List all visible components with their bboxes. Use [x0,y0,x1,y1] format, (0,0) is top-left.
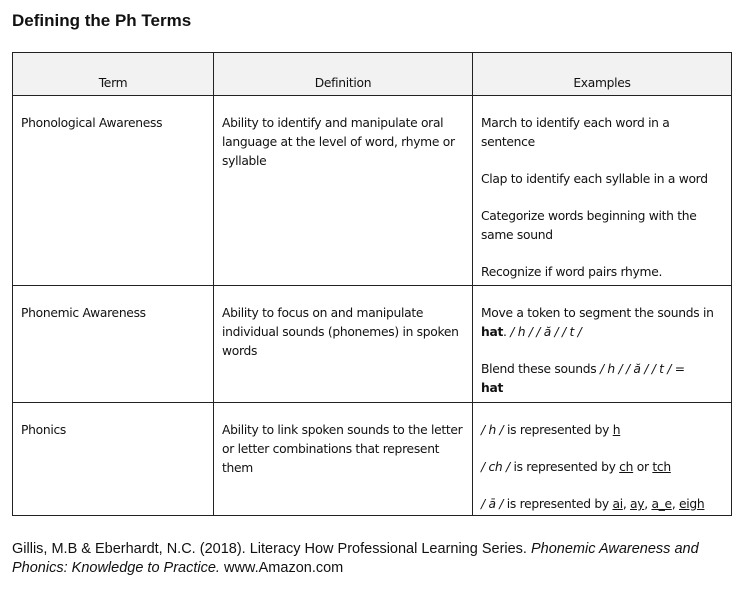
term-cell: Phonics [13,403,214,516]
example-word: hat [481,381,504,395]
example [481,458,723,477]
example [481,304,723,342]
example-text: Blend these sounds [481,362,600,376]
phoneme-notation: / ā / [481,497,504,511]
table-header-row [13,53,732,96]
example [481,495,723,514]
separator: , [644,497,652,511]
example-text: Move a token to segment the sounds in [481,306,714,320]
separator: , [622,497,631,511]
example [481,360,723,398]
citation-source: www.Amazon.com [219,560,344,576]
phoneme-notation: / h / / ă / / t / [510,325,582,339]
term-cell: Phonological Awareness [13,96,214,286]
table-row [13,96,732,286]
term-cell: Phonemic Awareness [13,286,214,403]
table-row [13,286,732,403]
grapheme: ay [630,497,645,511]
example-text: is represented by [503,497,613,511]
separator: or [633,460,653,474]
example: March to identify each word in a sentence [481,116,670,149]
definition-cell: Ability to focus on and manipulate individual sounds (phonemes) in spoken words [214,286,473,403]
page-title: Defining the Ph Terms [12,11,192,30]
header-examples: Examples [473,53,732,96]
citation [12,540,732,578]
grapheme: ai [612,497,623,511]
example-text: is represented by [503,423,613,437]
example: Categorize words beginning with the same sound [481,209,697,242]
grapheme: eigh [679,497,705,511]
phoneme-notation: / h / [481,423,504,437]
separator: , [671,497,680,511]
example-text: is represented by [509,460,620,474]
definition-cell: Ability to identify and manipulate oral language at the level of word, rhyme or syllable [214,96,473,286]
examples-cell [473,286,732,403]
header-term: Term [13,53,214,96]
header-definition: Definition [214,53,473,96]
examples-cell [473,96,732,286]
grapheme: h [612,423,621,437]
phoneme-notation: / h / / ă / / t / = [599,362,685,376]
example: Clap to identify each syllable in a word [481,172,708,186]
example [481,421,723,440]
example: Recognize if word pairs rhyme. [481,265,663,279]
grapheme: tch [652,460,671,474]
ph-terms-table [12,52,732,516]
citation-book-title: Phonemic Awareness and Phonics: Knowledge to Practice. [12,541,699,576]
grapheme: a_e [651,497,672,511]
examples-cell [473,403,732,516]
example-text: . [503,325,511,339]
example-word: hat [481,325,504,339]
citation-text: Gillis, M.B & Eberhardt, N.C. (2018). Literacy How Professional Learning Series. [12,541,531,557]
grapheme: ch [619,460,634,474]
table-row [13,403,732,516]
phoneme-notation: / ch / [481,460,510,474]
definition-cell: Ability to link spoken sounds to the letter or letter combinations that represent them [214,403,473,516]
